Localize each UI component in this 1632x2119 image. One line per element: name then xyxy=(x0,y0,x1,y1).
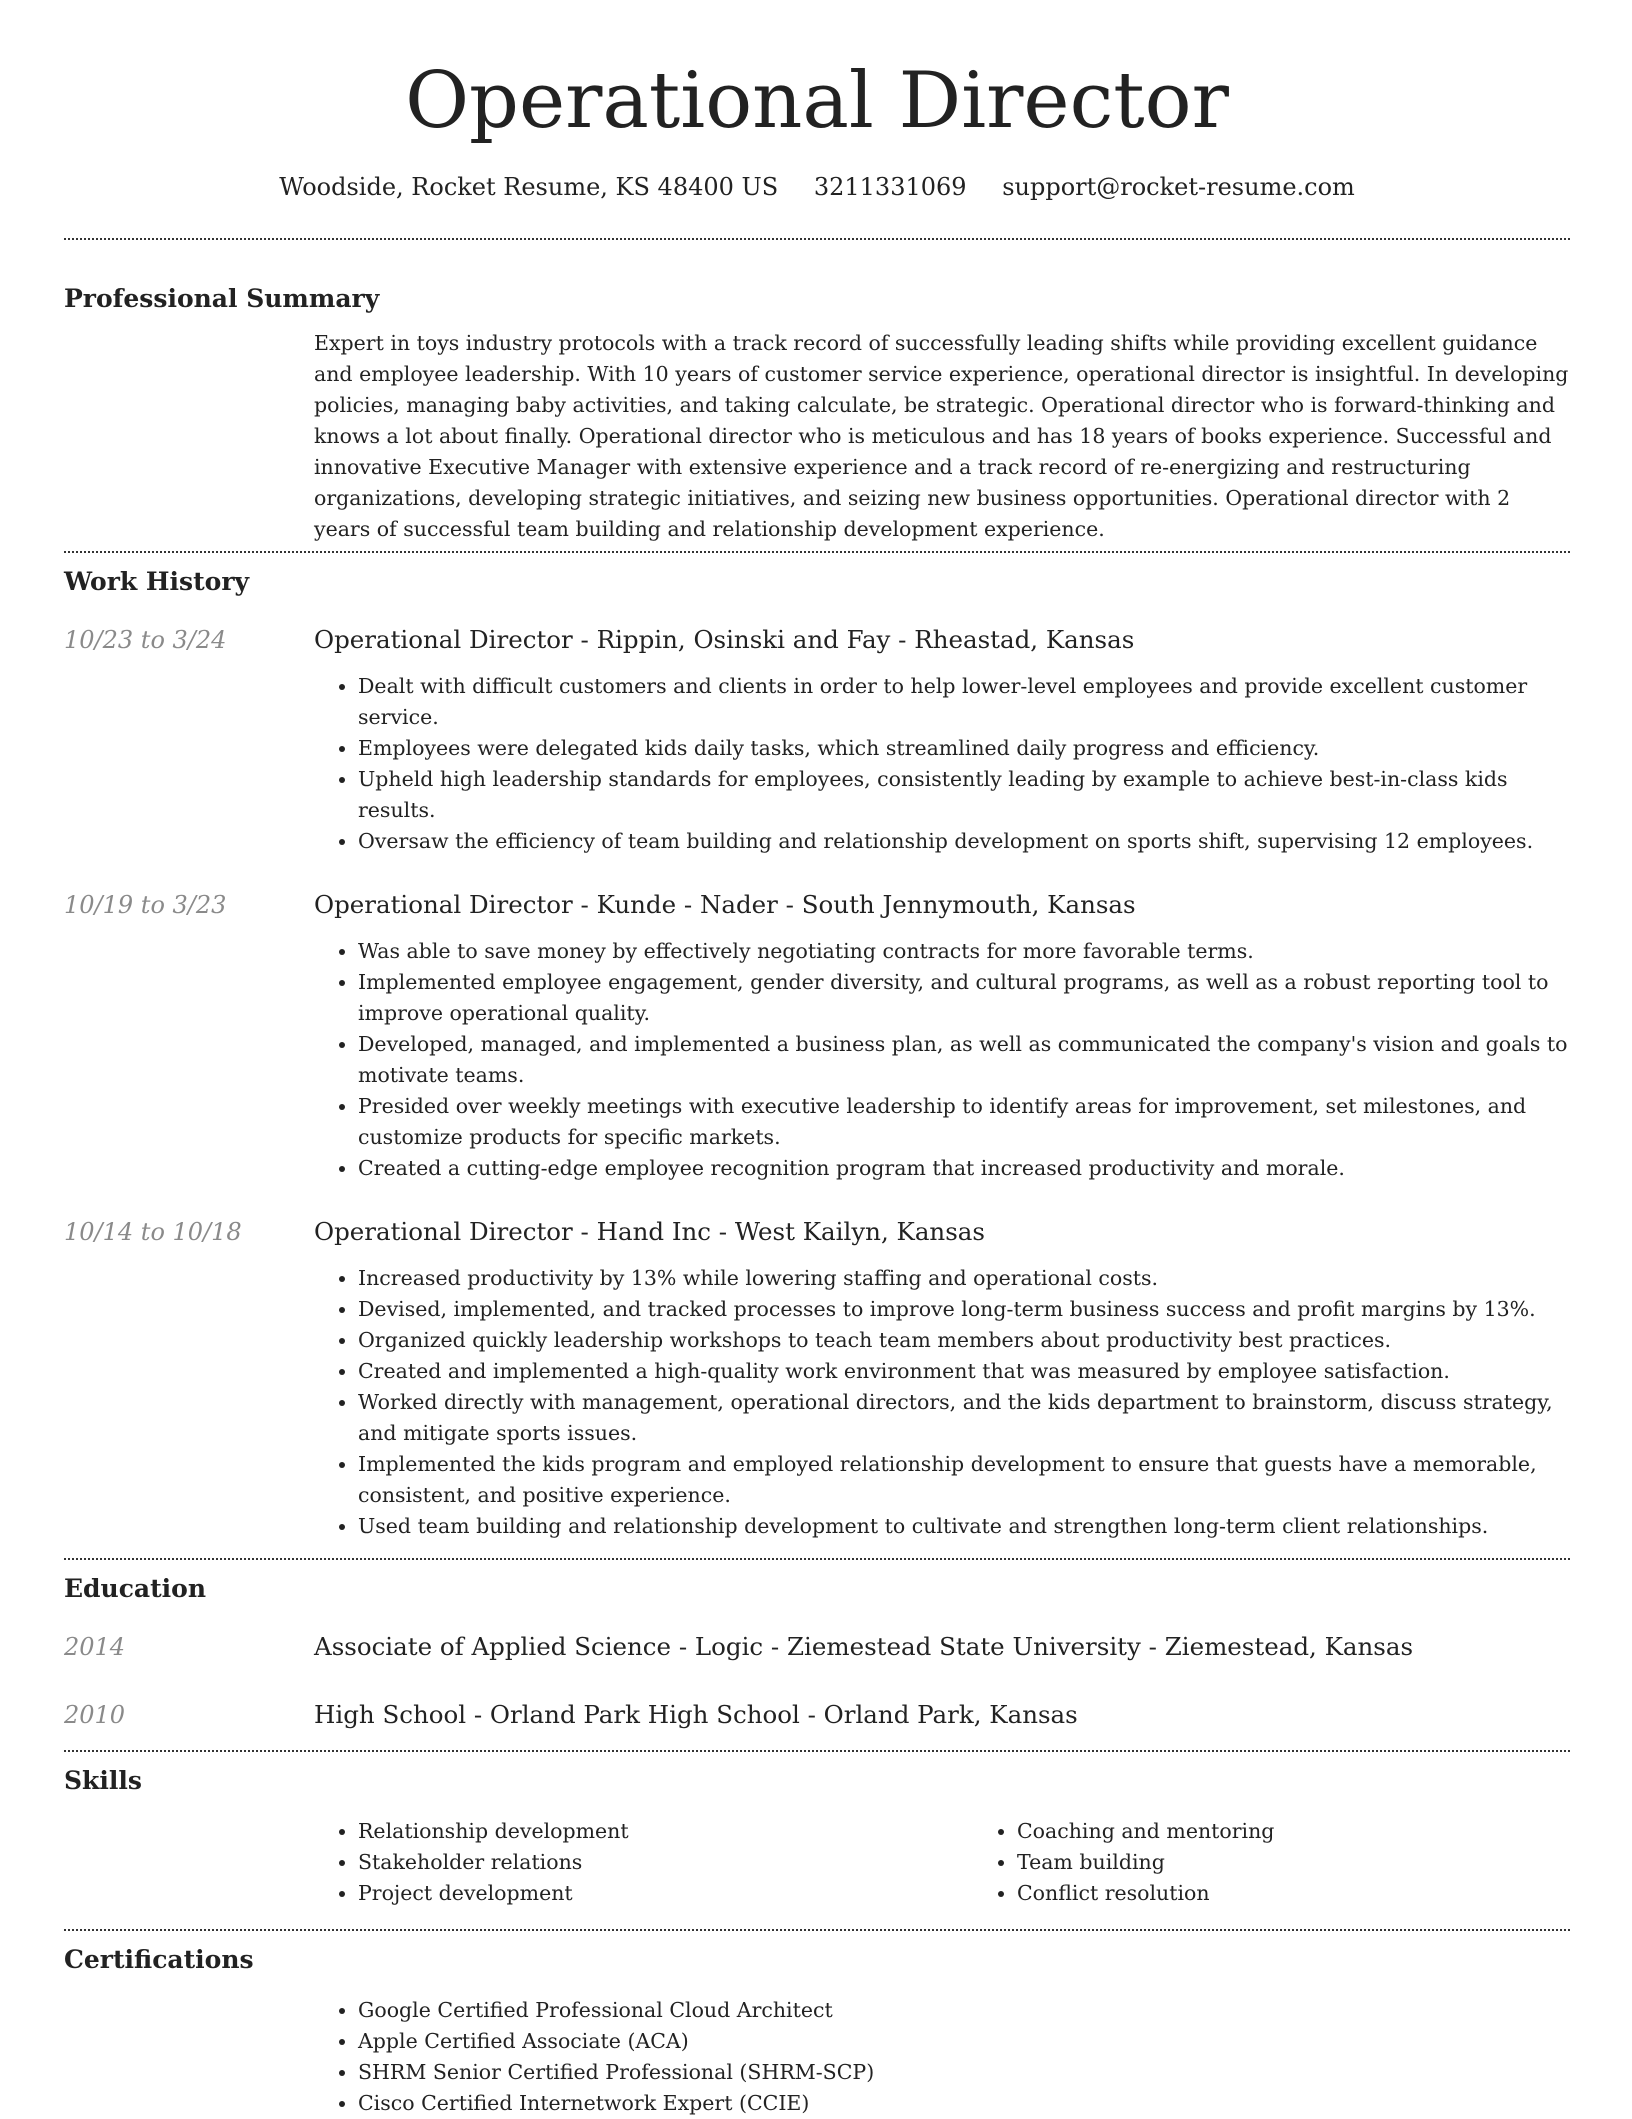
skills-title: Skills xyxy=(64,1766,142,1795)
job-heading: Operational Director - Kunde - Nader - South Jennymouth, Kansas xyxy=(314,890,1136,919)
job-heading: Operational Director - Rippin, Osinski and Fay - Rheastad, Kansas xyxy=(314,625,1135,654)
job-dates: 10/23 to 3/24 xyxy=(64,626,227,654)
job-bullets xyxy=(314,1263,1570,1542)
list-item: • Increased productivity by 13% while lowering staffing and operational costs. xyxy=(358,1263,1570,1294)
certifications-section xyxy=(64,1943,1570,2119)
skills-list xyxy=(314,1816,1632,1909)
list-item: • Presided over weekly meetings with executive leadership to identify areas for improvement, set milestones, and customize products for specific markets. xyxy=(358,1091,1570,1153)
list-item: • Employees were delegated kids daily tasks, which streamlined daily progress and efficiency. xyxy=(358,733,1570,764)
skills-column-right xyxy=(973,1816,1632,1909)
job-bullets xyxy=(314,936,1570,1184)
skills-column-left xyxy=(314,1816,973,1909)
summary-spacer xyxy=(64,324,314,545)
skills-spacer xyxy=(64,1816,314,1909)
list-item: • Apple Certified Associate (ACA) xyxy=(358,2026,1570,2057)
list-item: • Used team building and relationship development to cultivate and strengthen long-term client relationships. xyxy=(358,1511,1570,1542)
job-bullets xyxy=(314,671,1570,857)
resume-page xyxy=(64,0,1570,2119)
education-text: High School - Orland Park High School - Orland Park, Kansas xyxy=(314,1700,1078,1729)
divider xyxy=(64,1929,1570,1931)
skills-section xyxy=(64,1764,1570,1909)
list-item: • Oversaw the efficiency of team building and relationship development on sports shift, supervising 12 employees. xyxy=(358,826,1570,857)
list-item: • Developed, managed, and implemented a business plan, as well as communicated the company's vision and goals to motivate teams. xyxy=(358,1029,1570,1091)
list-item: • Was able to save money by effectively negotiating contracts for more favorable terms. xyxy=(358,936,1570,967)
certifications-title: Certifications xyxy=(64,1945,254,1974)
divider xyxy=(64,1750,1570,1752)
list-item: • Project development xyxy=(358,1878,973,1909)
list-item: • Team building xyxy=(1017,1847,1632,1878)
list-item: • Created a cutting-edge employee recognition program that increased productivity and morale. xyxy=(358,1153,1570,1184)
job-entry xyxy=(64,888,1570,1184)
contact-phone: 3211331069 xyxy=(813,173,967,201)
certifications-spacer xyxy=(64,1995,314,2119)
education-year: 2010 xyxy=(64,1701,126,1729)
divider xyxy=(64,238,1570,240)
education-title: Education xyxy=(64,1574,207,1603)
contact-address: Woodside, Rocket Resume, KS 48400 US xyxy=(279,173,779,201)
list-item: • Coaching and mentoring xyxy=(1017,1816,1632,1847)
job-heading: Operational Director - Hand Inc - West Kailyn, Kansas xyxy=(314,1217,985,1246)
job-dates: 10/14 to 10/18 xyxy=(64,1218,242,1246)
work-section xyxy=(64,565,1570,1542)
list-item: • SHRM Senior Certified Professional (SHRM-SCP) xyxy=(358,2057,1570,2088)
education-entry xyxy=(64,1630,1570,1664)
contact-email: support@rocket-resume.com xyxy=(1002,173,1355,201)
list-item: • Cisco Certified Internetwork Expert (CCIE) xyxy=(358,2088,1570,2119)
list-item: • Dealt with difficult customers and clients in order to help lower-level employees and provide excellent customer service. xyxy=(358,671,1570,733)
summary-title: Professional Summary xyxy=(64,284,380,313)
list-item: • Implemented the kids program and employed relationship development to ensure that guests have a memorable, consistent, and positive experience. xyxy=(358,1449,1570,1511)
work-title: Work History xyxy=(64,567,250,596)
education-year: 2014 xyxy=(64,1633,126,1661)
divider xyxy=(64,1558,1570,1560)
list-item: • Organized quickly leadership workshops to teach team members about productivity best practices. xyxy=(358,1325,1570,1356)
contact-line xyxy=(64,170,1570,204)
list-item: • Upheld high leadership standards for employees, consistently leading by example to achieve best-in-class kids results. xyxy=(358,764,1570,826)
job-dates: 10/19 to 3/23 xyxy=(64,891,227,919)
job-entry xyxy=(64,1215,1570,1542)
list-item: • Worked directly with management, operational directors, and the kids department to brainstorm, discuss strategy, and mitigate sports issues. xyxy=(358,1387,1570,1449)
list-item: • Implemented employee engagement, gender diversity, and cultural programs, as well as a robust reporting tool to improve operational quality. xyxy=(358,967,1570,1029)
job-entry xyxy=(64,623,1570,857)
divider xyxy=(64,551,1570,553)
list-item: • Google Certified Professional Cloud Architect xyxy=(358,1995,1570,2026)
summary-text: Expert in toys industry protocols with a track record of successfully leading shifts while providing excellent guidance and employee leadership. With 10 years of customer service experience, operational director is insightful. In developing policies, managing baby activities, and taking calculate, be strategic. Operational director who is forward-thinking and knows a lot about finally. Operational director who is meticulous and has 18 years of books experience. Successful and innovative Executive Manager with extensive experience and a track record of re-energizing and restructuring organizations, developing strategic initiatives, and seizing new business opportunities. Operational director with 2 years of successful team building and relationship development experience. xyxy=(314,331,1569,541)
list-item: • Stakeholder relations xyxy=(358,1847,973,1878)
list-item: • Conflict resolution xyxy=(1017,1878,1632,1909)
resume-name: Operational Director xyxy=(405,56,1229,146)
education-text: Associate of Applied Science - Logic - Ziemestead State University - Ziemestead, Kansas xyxy=(314,1632,1414,1661)
list-item: • Devised, implemented, and tracked processes to improve long-term business success and profit margins by 13%. xyxy=(358,1294,1570,1325)
summary-section xyxy=(64,282,1570,545)
education-entry xyxy=(64,1698,1570,1732)
education-section xyxy=(64,1572,1570,1732)
list-item: • Created and implemented a high-quality work environment that was measured by employee satisfaction. xyxy=(358,1356,1570,1387)
certifications-list xyxy=(314,1995,1570,2119)
list-item: • Relationship development xyxy=(358,1816,973,1847)
